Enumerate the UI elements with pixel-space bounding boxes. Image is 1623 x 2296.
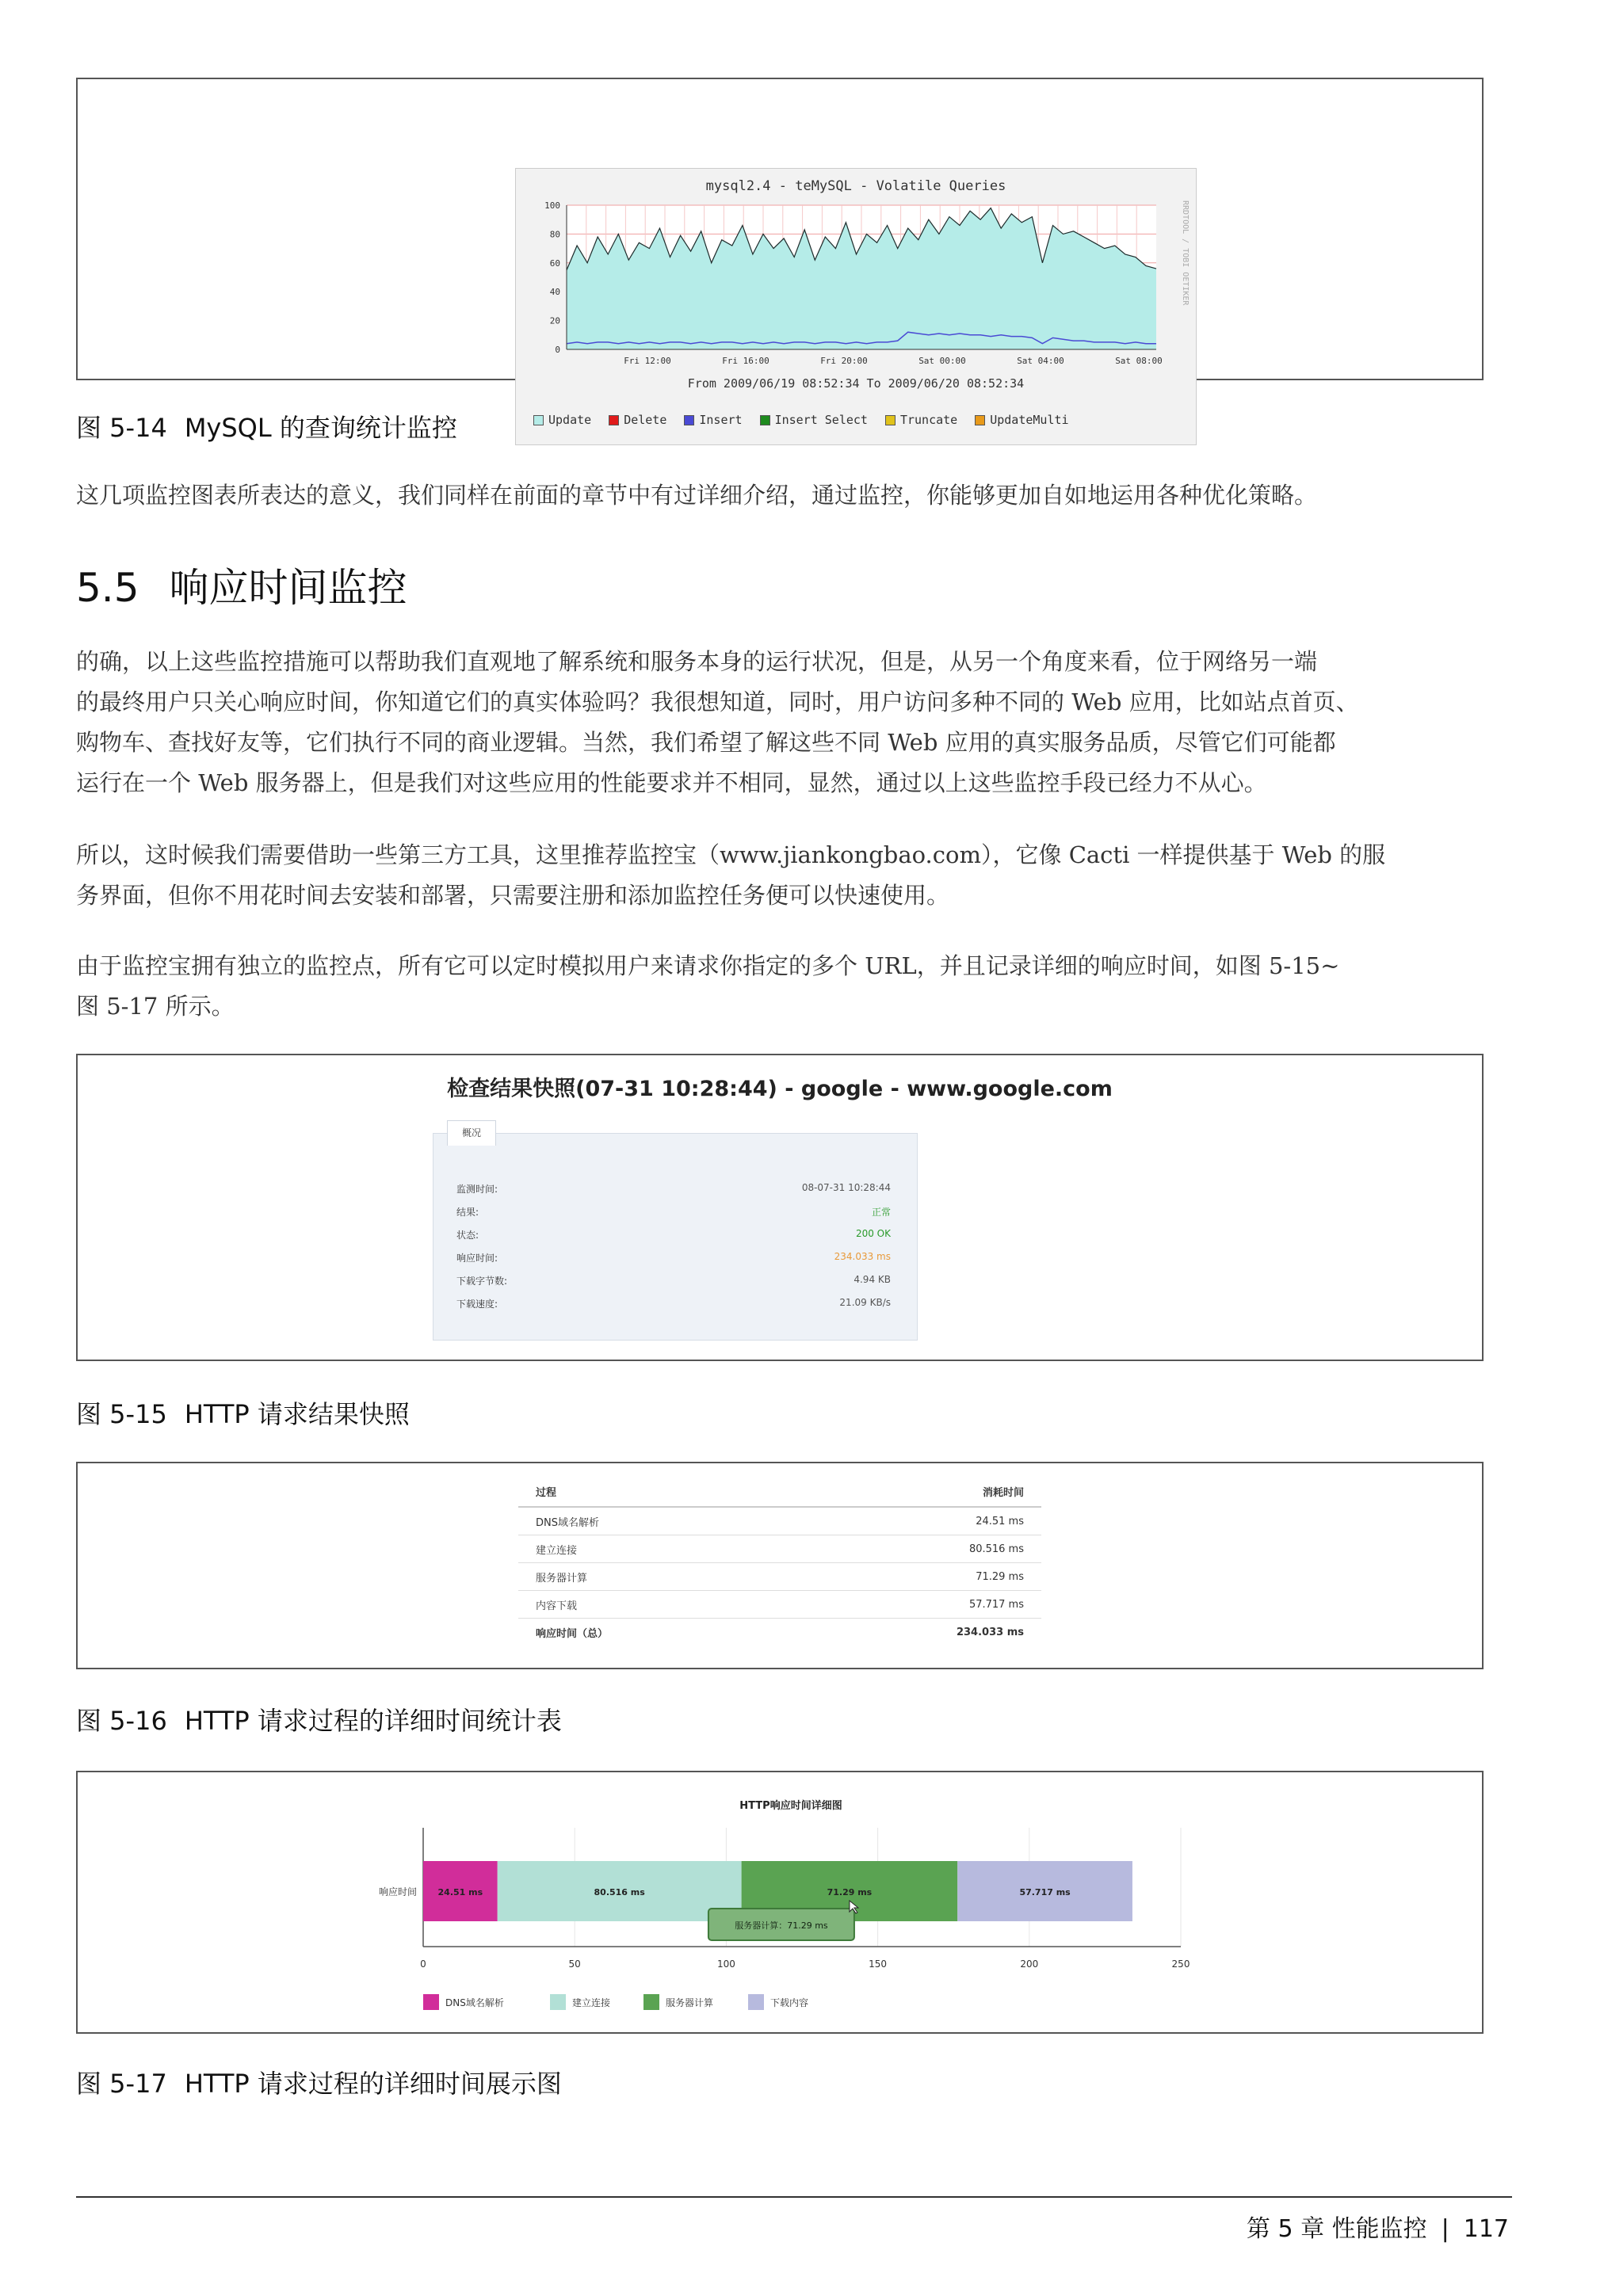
x-tick-label: Fri 20:00 <box>820 356 868 366</box>
column-header-time: 消耗时间 <box>982 1486 1024 1499</box>
paragraph-line: 购物车、查找好友等，它们执行不同的商业逻辑。当然，我们希望了解这些不同 Web 应用的真实服务品质，尽管它们可能都 <box>76 729 1336 756</box>
legend-swatch <box>643 1994 659 2010</box>
legend-swatch <box>748 1994 764 2010</box>
caption-number: 图 5-14 <box>76 413 167 443</box>
footer-chapter: 第 5 章 性能监控 <box>1246 2215 1427 2243</box>
section-title-text: 响应时间监控 <box>169 565 407 611</box>
y-tick-label: 0 <box>555 345 560 355</box>
chart-side-text: RRDTOOL / TOBI OETIKER <box>1181 200 1190 306</box>
legend-swatch <box>609 415 619 425</box>
page-footer <box>1247 2209 1509 2244</box>
legend-item <box>609 413 666 427</box>
snapshot-value: 正常 <box>871 1207 891 1218</box>
legend-swatch <box>975 415 985 425</box>
legend-swatch <box>550 1994 566 2010</box>
section-heading <box>76 556 407 613</box>
page-number: 117 <box>1463 2215 1509 2243</box>
caption-text: HTTP 请求过程的详细时间展示图 <box>184 2069 562 2099</box>
table-row <box>518 1535 1041 1563</box>
snapshot-value: 08-07-31 10:28:44 <box>801 1182 891 1193</box>
legend-swatch <box>533 415 544 425</box>
snapshot-row <box>456 1182 891 1196</box>
legend-swatch <box>423 1994 439 2010</box>
legend-label: Truncate <box>899 413 958 427</box>
bar-data-label: 24.51 ms <box>437 1887 483 1897</box>
chart-title: HTTP响应时间详细图 <box>739 1800 842 1812</box>
snapshot-key: 状态: <box>456 1230 479 1241</box>
paragraph-2 <box>76 642 1487 803</box>
x-tick-label: 100 <box>716 1958 735 1970</box>
legend-swatch <box>684 415 694 425</box>
snapshot-key: 监测时间: <box>456 1184 498 1195</box>
timing-table <box>518 1476 1041 1646</box>
figure-5-15 <box>76 1054 1484 1361</box>
legend-swatch <box>885 415 896 425</box>
table-header-row <box>518 1476 1041 1508</box>
snapshot-key: 下载字节数: <box>456 1276 508 1287</box>
snapshot-value: 4.94 KB <box>854 1274 891 1285</box>
x-tick-label: 50 <box>568 1958 581 1970</box>
cell-stage: 服务器计算 <box>536 1572 588 1585</box>
y-tick-label: 100 <box>544 200 560 211</box>
table-row <box>518 1591 1041 1619</box>
paragraph-line: 运行在一个 Web 服务器上，但是我们对这些应用的性能要求并不相同，显然，通过以上这些监控手段已经力不从心。 <box>76 769 1267 796</box>
caption-text: HTTP 请求过程的详细时间统计表 <box>184 1706 562 1736</box>
cell-stage: 内容下载 <box>536 1600 578 1612</box>
caption-number: 图 5-16 <box>76 1706 167 1736</box>
snapshot-row <box>456 1297 891 1310</box>
caption-number: 图 5-17 <box>76 2069 167 2099</box>
legend-item <box>684 413 742 427</box>
paragraph-line: 所以，这时候我们需要借助一些第三方工具，这里推荐监控宝（www.jiankongbao.com），它像 Cacti 一样提供基于 Web 的服 <box>76 841 1386 868</box>
legend-swatch <box>760 415 770 425</box>
response-time-bar-chart <box>78 1772 1482 2032</box>
snapshot-title: 检查结果快照(07-31 10:28:44) - google - www.google.com <box>447 1077 1113 1101</box>
legend-label: Delete <box>624 413 667 427</box>
legend-label: UpdateMulti <box>990 413 1069 427</box>
paragraph-line: 由于监控宝拥有独立的监控点，所有它可以定时模拟用户来请求你指定的多个 URL，并且记录详细的响应时间，如图 5-15~ <box>76 952 1340 979</box>
cell-stage: 响应时间（总） <box>536 1628 609 1640</box>
x-tick-label: Sat 08:00 <box>1115 356 1163 366</box>
snapshot-row <box>456 1274 891 1287</box>
figure-5-17-caption <box>76 2064 562 2100</box>
paragraph-1 <box>76 475 1487 516</box>
chart-legend <box>533 413 1069 427</box>
x-tick-label: Sat 00:00 <box>918 356 966 366</box>
bar-data-label: 80.516 ms <box>594 1887 645 1897</box>
paragraph-line: 图 5-17 所示。 <box>76 993 235 1020</box>
footer-separator: | <box>1441 2215 1449 2243</box>
legend-label: DNS域名解析 <box>445 1997 504 2008</box>
chart-date-range: From 2009/06/19 08:52:34 To 2009/06/20 08:52:34 <box>687 376 1025 391</box>
legend-label: Insert Select <box>774 413 868 427</box>
caption-number: 图 5-15 <box>76 1399 167 1429</box>
paragraph-3 <box>76 835 1487 916</box>
legend-item <box>885 413 957 427</box>
figure-5-14-caption <box>76 408 457 444</box>
table-row <box>518 1508 1041 1535</box>
category-label: 响应时间 <box>378 1886 417 1897</box>
x-tick-label: 250 <box>1171 1958 1190 1970</box>
snapshot-value: 200 OK <box>855 1228 891 1239</box>
legend-item <box>760 413 868 427</box>
figure-5-14 <box>76 78 1484 427</box>
cell-stage: DNS域名解析 <box>536 1516 599 1529</box>
tab-overview[interactable]: 概况 <box>447 1120 496 1146</box>
legend-label: 建立连接 <box>572 1997 611 2008</box>
figure-5-17 <box>76 1771 1484 2034</box>
snapshot-key: 响应时间: <box>456 1253 498 1264</box>
x-tick-label: Sat 04:00 <box>1017 356 1064 366</box>
bar-data-label: 71.29 ms <box>827 1887 873 1897</box>
snapshot-row <box>456 1205 891 1219</box>
caption-text: MySQL 的查询统计监控 <box>184 413 457 443</box>
table-row <box>518 1563 1041 1591</box>
snapshot-key: 结果: <box>456 1207 479 1218</box>
bar-data-label: 57.717 ms <box>1019 1887 1071 1897</box>
x-tick-label: 150 <box>869 1958 888 1970</box>
y-tick-label: 20 <box>549 315 560 326</box>
x-tick-label: Fri 12:00 <box>624 356 671 366</box>
cell-time: 71.29 ms <box>976 1570 1024 1583</box>
cell-time: 80.516 ms <box>968 1543 1024 1555</box>
figure-5-15-caption <box>76 1394 410 1431</box>
x-tick-label: 200 <box>1020 1958 1039 1970</box>
y-tick-label: 60 <box>549 257 560 269</box>
footer-rule <box>76 2196 1512 2198</box>
volatile-queries-chart <box>515 168 1197 445</box>
paragraph-line: 的最终用户只关心响应时间，你知道它们的真实体验吗？我很想知道，同时，用户访问多种不同的 Web 应用，比如站点首页、 <box>76 688 1359 715</box>
cell-time: 234.033 ms <box>956 1627 1024 1638</box>
legend-label: 服务器计算 <box>666 1997 714 2008</box>
paragraph-line: 的确，以上这些监控措施可以帮助我们直观地了解系统和服务本身的运行状况，但是，从另一个角度来看，位于网络另一端 <box>76 648 1318 675</box>
snapshot-row <box>456 1228 891 1241</box>
legend-item <box>975 413 1068 427</box>
cell-stage: 建立连接 <box>536 1544 578 1557</box>
snapshot-row <box>456 1251 891 1264</box>
cell-time: 24.51 ms <box>976 1515 1024 1527</box>
caption-text: HTTP 请求结果快照 <box>184 1399 410 1429</box>
section-number: 5.5 <box>76 565 139 611</box>
figure-5-16 <box>76 1462 1484 1669</box>
figure-5-16-caption <box>76 1701 562 1737</box>
legend-label: 下载内容 <box>770 1997 809 2008</box>
paragraph-4 <box>76 946 1487 1027</box>
x-tick-label: 0 <box>420 1958 426 1970</box>
column-header-stage: 过程 <box>536 1486 557 1499</box>
tooltip-text: 服务器计算：71.29 ms <box>735 1920 828 1931</box>
y-tick-label: 40 <box>549 287 560 298</box>
y-tick-label: 80 <box>549 229 560 240</box>
table-total-row <box>518 1619 1041 1646</box>
paragraph-line: 这几项监控图表所表达的意义，我们同样在前面的章节中有过详细介绍，通过监控，你能够更加自如地运用各种优化策略。 <box>76 482 1318 509</box>
snapshot-value: 234.033 ms <box>834 1251 891 1262</box>
cell-time: 57.717 ms <box>968 1598 1024 1611</box>
legend-item <box>533 413 591 427</box>
legend-label: Update <box>548 413 592 427</box>
legend-label: Insert <box>699 413 743 427</box>
paragraph-line: 务界面，但你不用花时间去安装和部署，只需要注册和添加监控任务便可以快速使用。 <box>76 882 950 909</box>
snapshot-value: 21.09 KB/s <box>839 1297 891 1308</box>
chart-title: mysql2.4 - teMySQL - Volatile Queries <box>705 178 1006 194</box>
x-tick-label: Fri 16:00 <box>722 356 769 366</box>
chart-plot <box>516 193 1197 399</box>
snapshot-key: 下载速度: <box>456 1299 498 1310</box>
